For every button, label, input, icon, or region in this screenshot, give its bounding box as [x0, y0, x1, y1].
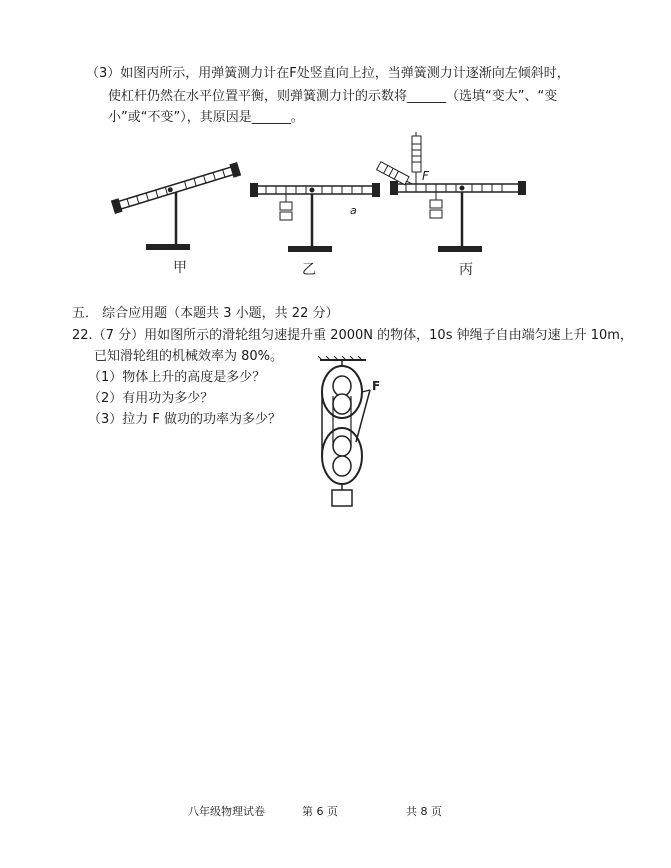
- section5-title: 五． 综合应用题（本题共 3 小题，共 22 分）: [72, 306, 339, 321]
- question22-sub2: （2）有用功为多少？: [88, 391, 214, 406]
- fixed-pulley-small: [333, 376, 351, 396]
- lever-figure-jia: [110, 158, 250, 258]
- movable-pulley-small: [333, 436, 351, 456]
- question22-line1: 22.（7 分）用如图所示的滑轮组匀速提升重 2000N 的物体，10s 钟绳子自由端匀速上升 10m，: [72, 328, 633, 343]
- weight-block: [280, 202, 292, 210]
- question22-sub1: （1）物体上升的高度是多少？: [88, 370, 266, 385]
- force-F-label: F: [422, 169, 429, 183]
- point-a-label: a: [350, 204, 357, 217]
- question3-line3: 小”或“不变”），其原因是______。: [108, 110, 304, 125]
- figure-label-jia: 甲: [173, 260, 187, 276]
- spring-scale-vertical: [412, 132, 421, 184]
- stand-base: [288, 246, 332, 252]
- footer-page-number: 第 6 页: [302, 805, 338, 818]
- footer-total-pages: 共 8 页: [406, 805, 442, 818]
- weight-block: [430, 200, 442, 208]
- pulley-system-figure: [312, 356, 392, 512]
- lever-figure-yi: [246, 168, 386, 260]
- weight-block: [430, 210, 442, 218]
- movable-pulley-small: [333, 456, 351, 476]
- footer-subject: 八年级物理试卷: [188, 805, 265, 818]
- weight-block: [280, 212, 292, 220]
- horizontal-lever: [250, 183, 380, 197]
- stand-base: [146, 244, 190, 250]
- question3-line1: （3）如图丙所示，用弹簧测力计在F处竖直向上拉，当弹簧测力计逐渐向左倾斜时，: [86, 66, 570, 81]
- figure-label-yi: 乙: [302, 262, 316, 278]
- lever-figure-bing: [372, 132, 532, 260]
- question22-line2: 已知滑轮组的机械效率为 80%。: [94, 349, 284, 364]
- force-F-label: F: [372, 379, 381, 393]
- question3-line2: 使杠杆仍然在水平位置平衡，则弹簧测力计的示数将______（选填“变大”、“变: [108, 89, 558, 104]
- figure-label-bing: 丙: [459, 262, 473, 278]
- load-block: [332, 490, 352, 506]
- fixed-pulley-small: [333, 394, 351, 414]
- question22-sub3: （3）拉力 F 做功的功率为多少？: [88, 412, 282, 427]
- stand-base: [438, 246, 482, 252]
